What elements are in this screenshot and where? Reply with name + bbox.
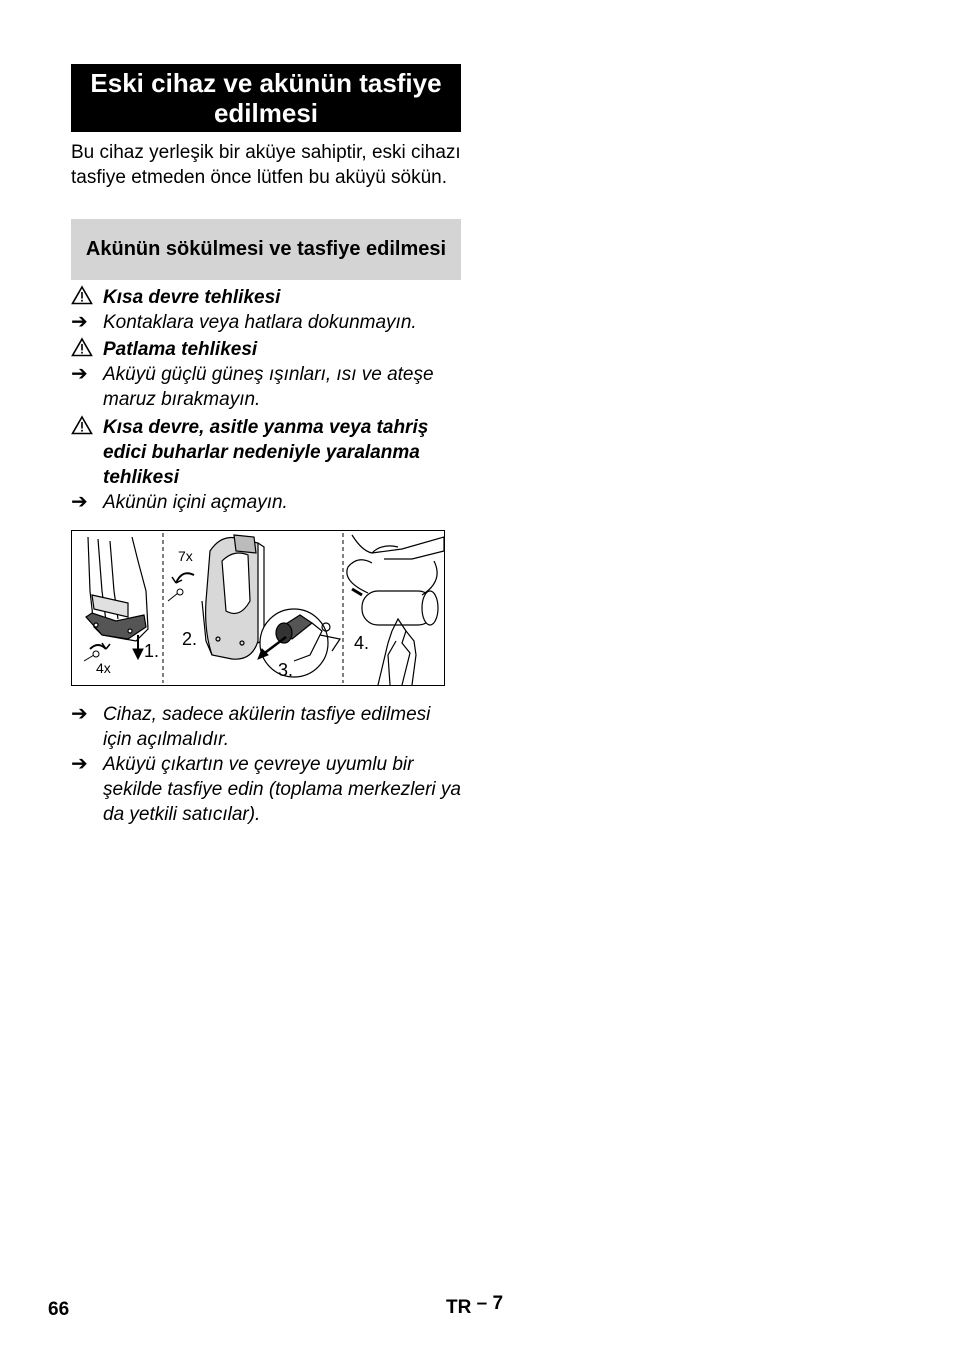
- label-step-1: 1.: [144, 641, 160, 661]
- battery-cutting-drawing: [347, 535, 444, 685]
- footer-language: TR: [446, 1297, 472, 1318]
- warning-triangle-icon: [71, 415, 97, 442]
- illustration-drawing: [72, 531, 444, 685]
- device-open-drawing: [202, 535, 264, 659]
- screw-icon: [84, 643, 110, 661]
- arrow-right-icon: ➔: [71, 703, 88, 725]
- instruction-item: ➔ Aküyü güçlü güneş ışınları, ısı ve ateşe maruz bırakmayın.: [71, 363, 434, 410]
- screw-icon: [168, 573, 194, 601]
- subsection-heading: Akünün sökülmesi ve tasfiye edilmesi: [71, 219, 461, 280]
- section-heading: Eski cihaz ve akünün tasfiye edilmesi: [71, 64, 461, 132]
- warning-item: Kısa devre, asitle yanma veya tahriş edici buharlar nedeniyle yaralanma tehlikesi: [71, 415, 461, 490]
- arrow-right-icon: ➔: [71, 311, 88, 333]
- instruction-item: ➔ Aküyü çıkartın ve çevreye uyumlu bir şekilde tasfiye edin (toplama merkezleri ya da yetkili satıcılar).: [71, 753, 461, 825]
- arrow-right-icon: ➔: [71, 491, 88, 513]
- warning-item: Kısa devre tehlikesi: [71, 285, 461, 310]
- label-step-2: 2.: [182, 629, 198, 649]
- arrow-right-icon: ➔: [71, 753, 88, 775]
- intro-paragraph: Bu cihaz yerleşik bir aküye sahiptir, eski cihazı tasfiye etmeden önce lütfen bu aküyü sökün.: [71, 142, 461, 188]
- label-7x: 7x: [178, 548, 193, 564]
- battery-magnified-drawing: [260, 609, 340, 677]
- label-4x: 4x: [96, 660, 111, 676]
- warning-triangle-icon: [71, 337, 97, 364]
- label-step-4: 4.: [354, 633, 370, 653]
- page-number: 66: [48, 1299, 70, 1320]
- battery-removal-illustration: [71, 530, 445, 686]
- arrow-right-icon: ➔: [71, 363, 88, 385]
- label-step-3: 3.: [278, 660, 294, 680]
- device-bottom-drawing: [86, 537, 148, 641]
- warning-triangle-icon: [71, 285, 97, 312]
- instruction-item: ➔ Kontaklara veya hatlara dokunmayın.: [71, 311, 417, 333]
- footer-section: [446, 1293, 504, 1319]
- footer-section-number: – 7: [476, 1293, 504, 1314]
- warning-item: Patlama tehlikesi: [71, 337, 461, 362]
- arrow-down-icon: [133, 635, 143, 659]
- instruction-item: ➔ Cihaz, sadece akülerin tasfiye edilmesi için açılmalıdır.: [71, 703, 431, 750]
- instruction-item: ➔ Akünün içini açmayın.: [71, 491, 288, 513]
